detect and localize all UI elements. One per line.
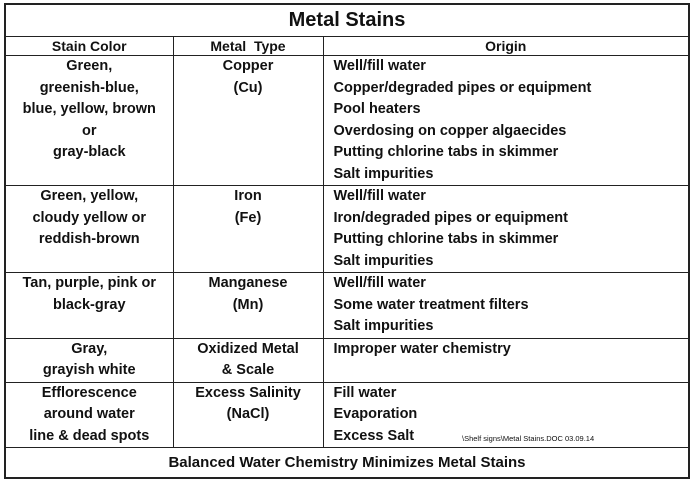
origin-line: Overdosing on copper algaecides — [333, 122, 567, 139]
origin-line: Iron/degraded pipes or equipment — [333, 209, 568, 226]
stain-color-line: black-gray — [52, 296, 126, 313]
metal-type-line: (Mn) — [232, 296, 264, 313]
stain-color-line: grayish white — [42, 362, 136, 378]
origin-line: Improper water chemistry — [333, 340, 511, 357]
metal-type-line: (Fe) — [234, 209, 262, 226]
stain-color-line: Tan, purple, pink or — [22, 275, 156, 291]
stain-color-line: blue, yellow, brown — [22, 101, 156, 117]
metal-type-cell — [173, 338, 323, 382]
stain-color-cell — [6, 382, 173, 448]
metal-type-cell — [173, 273, 323, 339]
origin-cell — [323, 273, 688, 339]
origin-line: Pool heaters — [333, 101, 421, 117]
stain-color-line: cloudy yellow or — [32, 209, 147, 226]
origin-line: Fill water — [333, 384, 397, 401]
metal-stains-sheet — [4, 3, 690, 479]
metal-type-line: Iron — [234, 188, 262, 204]
metal-stains-table — [6, 5, 688, 476]
stain-color-line: greenish-blue, — [39, 79, 139, 96]
metal-type-cell — [173, 186, 323, 273]
origin-line: Putting chlorine tabs in skimmer — [333, 144, 559, 160]
origin-line: Excess Salt — [333, 427, 415, 444]
header-origin: Origin — [323, 37, 688, 56]
metal-type-line: (NaCl) — [226, 406, 270, 422]
origin-cell — [323, 56, 688, 186]
origin-line: Well/fill water — [333, 188, 426, 204]
origin-line: Evaporation — [333, 406, 418, 422]
origin-line: Some water treatment filters — [333, 296, 529, 313]
table-footer: Balanced Water Chemistry Minimizes Metal Stains — [6, 448, 688, 477]
metal-type-line: (Cu) — [233, 79, 263, 96]
metal-type-line: Oxidized Metal — [197, 340, 299, 357]
table-title: Metal Stains — [6, 5, 688, 37]
stain-color-line: Efflorescence — [41, 384, 137, 401]
metal-type-line: Excess Salinity — [195, 384, 301, 401]
stain-color-cell — [6, 56, 173, 186]
origin-line: Salt impurities — [333, 318, 434, 334]
stain-color-line: Green, yellow, — [40, 188, 139, 204]
stain-color-cell — [6, 186, 173, 273]
document-reference: \Shelf signs\Metal Stains.DOC 03.09.14 — [462, 434, 595, 443]
header-metal-type: Metal Type — [173, 37, 323, 56]
stain-color-line: Green, — [66, 58, 113, 74]
stain-color-line: reddish-brown — [38, 231, 140, 247]
origin-line: Well/fill water — [333, 275, 426, 291]
metal-type-cell — [173, 56, 323, 186]
table-row-iron — [6, 186, 688, 273]
origin-line: Salt impurities — [333, 165, 434, 182]
table-row-copper — [6, 56, 688, 186]
metal-type-line: & Scale — [221, 362, 275, 378]
origin-line: Salt impurities — [333, 252, 434, 269]
origin-cell — [323, 338, 688, 382]
header-stain-color: Stain Color — [6, 37, 173, 56]
stain-color-line: around water — [43, 406, 135, 422]
header-row — [6, 37, 688, 56]
metal-type-line: Copper — [222, 58, 274, 74]
origin-line: Well/fill water — [333, 58, 426, 74]
stain-color-cell — [6, 273, 173, 339]
table-row-oxidized-metal — [6, 338, 688, 382]
metal-type-line: Manganese — [208, 275, 288, 291]
origin-line: Copper/degraded pipes or equipment — [333, 79, 592, 96]
metal-type-cell — [173, 382, 323, 448]
origin-cell — [323, 186, 688, 273]
stain-color-line: or — [82, 122, 97, 139]
stain-color-line: line & dead spots — [29, 427, 150, 444]
table-row-manganese — [6, 273, 688, 339]
stain-color-cell — [6, 338, 173, 382]
stain-color-line: Gray, — [71, 340, 108, 357]
stain-color-line: gray-black — [52, 144, 126, 160]
origin-line: Putting chlorine tabs in skimmer — [333, 231, 559, 247]
